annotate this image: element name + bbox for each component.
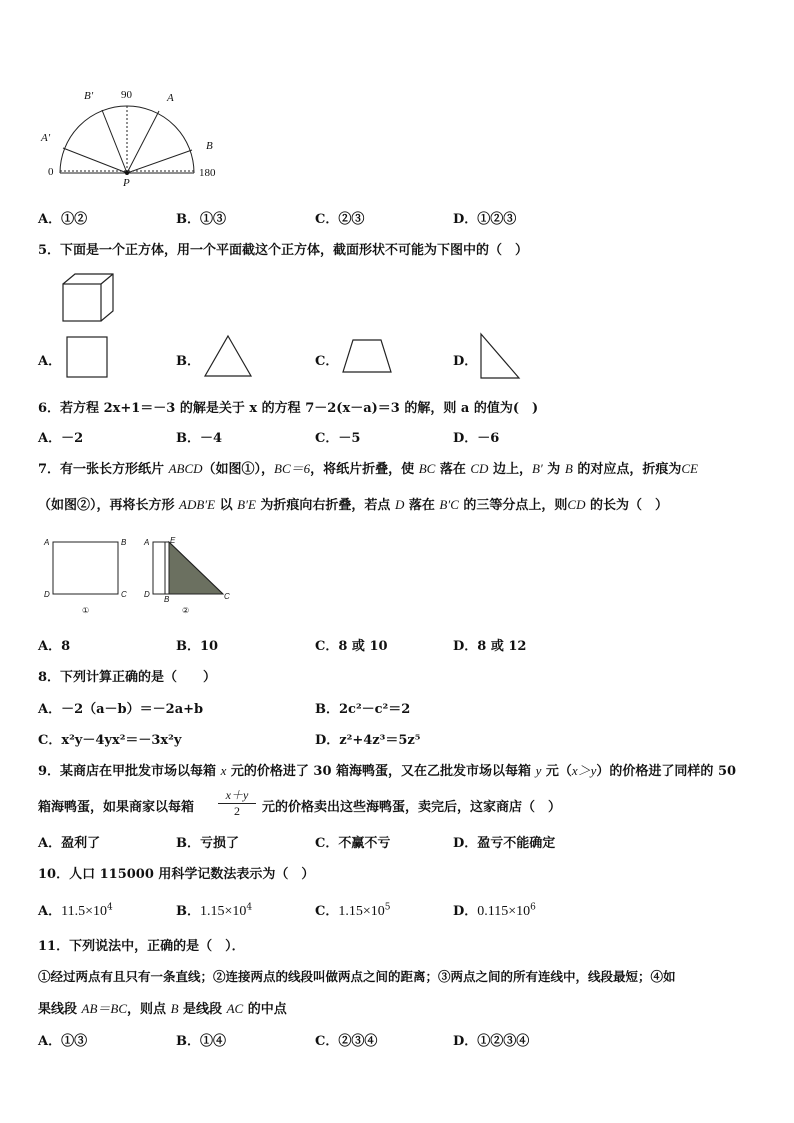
fig1-caption: ①	[82, 606, 90, 615]
cube-figure	[60, 272, 116, 324]
q7-text: 的对应点，折痕为	[572, 462, 682, 477]
q7-math: B	[564, 461, 573, 476]
option-letter: A．	[38, 904, 62, 919]
q9-stem-line1	[38, 760, 736, 779]
q11-text: 果线段	[38, 1002, 82, 1017]
q6-option-b[interactable]: B．－4	[176, 431, 223, 446]
fig2-label-d: D	[144, 590, 150, 599]
option-exponent: 4	[106, 902, 113, 913]
equilateral-triangle-shape	[203, 334, 253, 378]
fig2-label-a: A	[144, 538, 150, 547]
q7-text: 落在	[435, 462, 471, 477]
q11-text: 的中点	[243, 1002, 287, 1017]
q10-option-d[interactable]	[453, 900, 536, 920]
q9-math: x	[220, 763, 227, 778]
label-90: 90	[121, 89, 132, 101]
q7-math: CD	[470, 461, 489, 476]
q4-option-b[interactable]: B．①③	[176, 212, 226, 227]
q5-option-c-trapezoid[interactable]	[341, 338, 393, 378]
label-b: B	[206, 140, 213, 152]
q7-math: B′E	[237, 497, 256, 512]
folded-rectangle	[142, 536, 234, 606]
q7-text: （如图②），再将长方形	[38, 498, 180, 513]
q8-option-a[interactable]: A．－2（a－b）＝－2a+b	[38, 702, 204, 717]
q9-option-d[interactable]: D．盈亏不能确定	[453, 836, 556, 851]
q11-option-d[interactable]: D．①②③④	[453, 1034, 530, 1049]
option-mantissa: 11.5×10	[61, 904, 107, 919]
trapezoid-shape	[341, 338, 393, 374]
q7-text: ，将纸片折叠，使	[310, 462, 419, 477]
option-exponent: 5	[384, 902, 391, 913]
q7-text: 的长为（ ）	[585, 498, 668, 513]
q9-text: 9．某商店在甲批发市场以每箱	[38, 764, 221, 779]
q5-option-d-letter[interactable]: D．	[453, 354, 478, 369]
fig2-label-c: C	[224, 592, 230, 601]
q5-option-d-triangle[interactable]	[478, 332, 522, 384]
fig1-label-d: D	[44, 590, 50, 599]
q7-text: 为折痕向右折叠，若点	[255, 498, 395, 513]
q6-option-d[interactable]: D．－6	[453, 431, 500, 446]
q6-stem: 6．若方程 2x+1＝－3 的解是关于 x 的方程 7－2(x－a)＝3 的解，则 a 的值为( )	[38, 401, 539, 416]
option-mantissa: 1.15×10	[200, 904, 247, 919]
q9-math: y	[535, 763, 542, 778]
fig1-label-a: A	[44, 538, 50, 547]
q9-option-c[interactable]: C．不赢不亏	[315, 836, 391, 851]
q7-math: CD	[567, 497, 586, 512]
label-p: P	[123, 177, 130, 189]
fig1-label-b: B	[121, 538, 127, 547]
q4-option-a[interactable]: A．①②	[38, 212, 88, 227]
label-a-prime: A′	[41, 132, 51, 144]
cube-drawing	[60, 272, 116, 324]
q7-math: D	[394, 497, 405, 512]
q8-option-c[interactable]: C．x²y－4yx²＝－3x²y	[38, 733, 182, 748]
q9-fraction	[218, 786, 256, 819]
q5-stem: 5．下面是一个正方体，用一个平面截这个正方体，截面形状不可能为下图中的（ ）	[38, 243, 529, 258]
q9-stem-line2-b: 元的价格卖出这些海鸭蛋，卖完后，这家商店（ ）	[262, 800, 562, 815]
fig1-label-c: C	[121, 590, 127, 599]
q7-math: ADB′E	[179, 497, 216, 512]
q7-figure-1	[42, 536, 134, 620]
q7-text: 的三等分点上，则	[458, 498, 568, 513]
q7-stem-line1	[38, 458, 698, 477]
point-p	[125, 171, 129, 175]
option-exponent: 6	[530, 902, 536, 913]
q11-text: 是线段	[178, 1002, 227, 1017]
q7-option-c[interactable]: C．8 或 10	[315, 639, 388, 654]
fig2-label-b: B	[164, 595, 170, 604]
right-triangle-shape	[478, 332, 522, 380]
q11-statements-line2	[38, 998, 287, 1017]
q11-math: AC	[226, 1001, 244, 1016]
square-shape	[66, 336, 108, 378]
q5-option-b-letter[interactable]: B．	[176, 354, 200, 369]
label-180: 180	[199, 167, 216, 179]
option-letter: C．	[315, 904, 339, 919]
q4-option-d[interactable]: D．①②③	[453, 212, 517, 227]
q9-stem-line2-a: 箱海鸭蛋，如果商家以每箱	[38, 800, 195, 815]
q7-math: B′C	[439, 497, 459, 512]
q5-option-a-letter[interactable]: A．	[38, 354, 62, 369]
label-0: 0	[48, 166, 54, 178]
option-mantissa: 1.15×10	[338, 904, 385, 919]
fraction-denominator: 2	[234, 804, 240, 818]
q5-option-a-square[interactable]	[66, 336, 108, 382]
q7-option-a[interactable]: A．8	[38, 639, 71, 654]
protractor-figure	[40, 88, 230, 188]
fraction-numerator: x＋y	[218, 786, 256, 804]
q7-math: CE	[681, 461, 698, 476]
label-b-prime: B′	[84, 90, 94, 102]
q9-text: 元（	[541, 764, 572, 779]
q11-option-a[interactable]: A．①③	[38, 1034, 88, 1049]
option-letter: B．	[176, 904, 200, 919]
q11-math: AB＝BC	[81, 1001, 128, 1016]
q11-option-c[interactable]: C．②③④	[315, 1034, 378, 1049]
q11-math: B	[170, 1001, 179, 1016]
q8-option-b[interactable]: B．2c²－c²＝2	[315, 702, 411, 717]
q9-option-a[interactable]: A．盈利了	[38, 836, 101, 851]
q7-math: B′	[531, 461, 543, 476]
q7-text: 为	[542, 462, 565, 477]
q7-text: 以	[215, 498, 238, 513]
q6-option-a[interactable]: A．－2	[38, 431, 84, 446]
q9-text: ）的价格进了同样的 50	[596, 764, 737, 779]
option-mantissa: 0.115×10	[477, 904, 531, 919]
option-exponent: 4	[246, 902, 253, 913]
q5-option-c-letter[interactable]: C．	[315, 354, 339, 369]
label-a: A	[167, 92, 174, 104]
q10-option-b[interactable]	[176, 900, 252, 920]
q11-statements-line1: ①经过两点有且只有一条直线；②连接两点的线段叫做两点之间的距离；③两点之间的所有连线中，线段最短；④如	[38, 969, 676, 984]
q9-option-b[interactable]: B．亏损了	[176, 836, 239, 851]
q10-option-a[interactable]	[38, 900, 113, 920]
q7-text: 边上，	[488, 462, 532, 477]
q7-figure-2	[142, 536, 234, 620]
q8-stem: 8．下列计算正确的是（ ）	[38, 670, 217, 685]
q7-option-b[interactable]: B．10	[176, 639, 219, 654]
q11-text: ，则点	[127, 1002, 171, 1017]
q9-text: 元的价格进了 30 箱海鸭蛋，又在乙批发市场以每箱	[226, 764, 536, 779]
q7-math: BC＝6	[274, 461, 311, 476]
fig2-label-e: E	[170, 536, 176, 545]
q7-option-d[interactable]: D．8 或 12	[453, 639, 527, 654]
q7-math: BC	[418, 461, 436, 476]
q6-option-c[interactable]: C．－5	[315, 431, 361, 446]
option-letter: D．	[453, 904, 478, 919]
q7-text: 落在	[404, 498, 440, 513]
q10-stem: 10．人口 115000 用科学记数法表示为（ ）	[38, 867, 315, 882]
ray-a-prime	[63, 148, 127, 173]
q11-stem: 11．下列说法中，正确的是（ ）．	[38, 939, 245, 954]
q8-option-d[interactable]: D．z²+4z³＝5z⁵	[315, 733, 421, 748]
ray-b-prime	[102, 110, 127, 173]
q7-text: 7．有一张长方形纸片	[38, 462, 169, 477]
q7-math: ABCD	[168, 461, 203, 476]
q4-option-c[interactable]: C．②③	[315, 212, 365, 227]
q7-stem-line2	[38, 494, 668, 513]
q7-text: （如图①），	[202, 462, 275, 477]
q5-option-b-triangle[interactable]	[203, 334, 253, 382]
q9-math: x＞y	[571, 763, 597, 778]
fig2-caption: ②	[182, 606, 190, 615]
q10-option-c[interactable]	[315, 900, 391, 920]
q11-option-b[interactable]: B．①④	[176, 1034, 226, 1049]
